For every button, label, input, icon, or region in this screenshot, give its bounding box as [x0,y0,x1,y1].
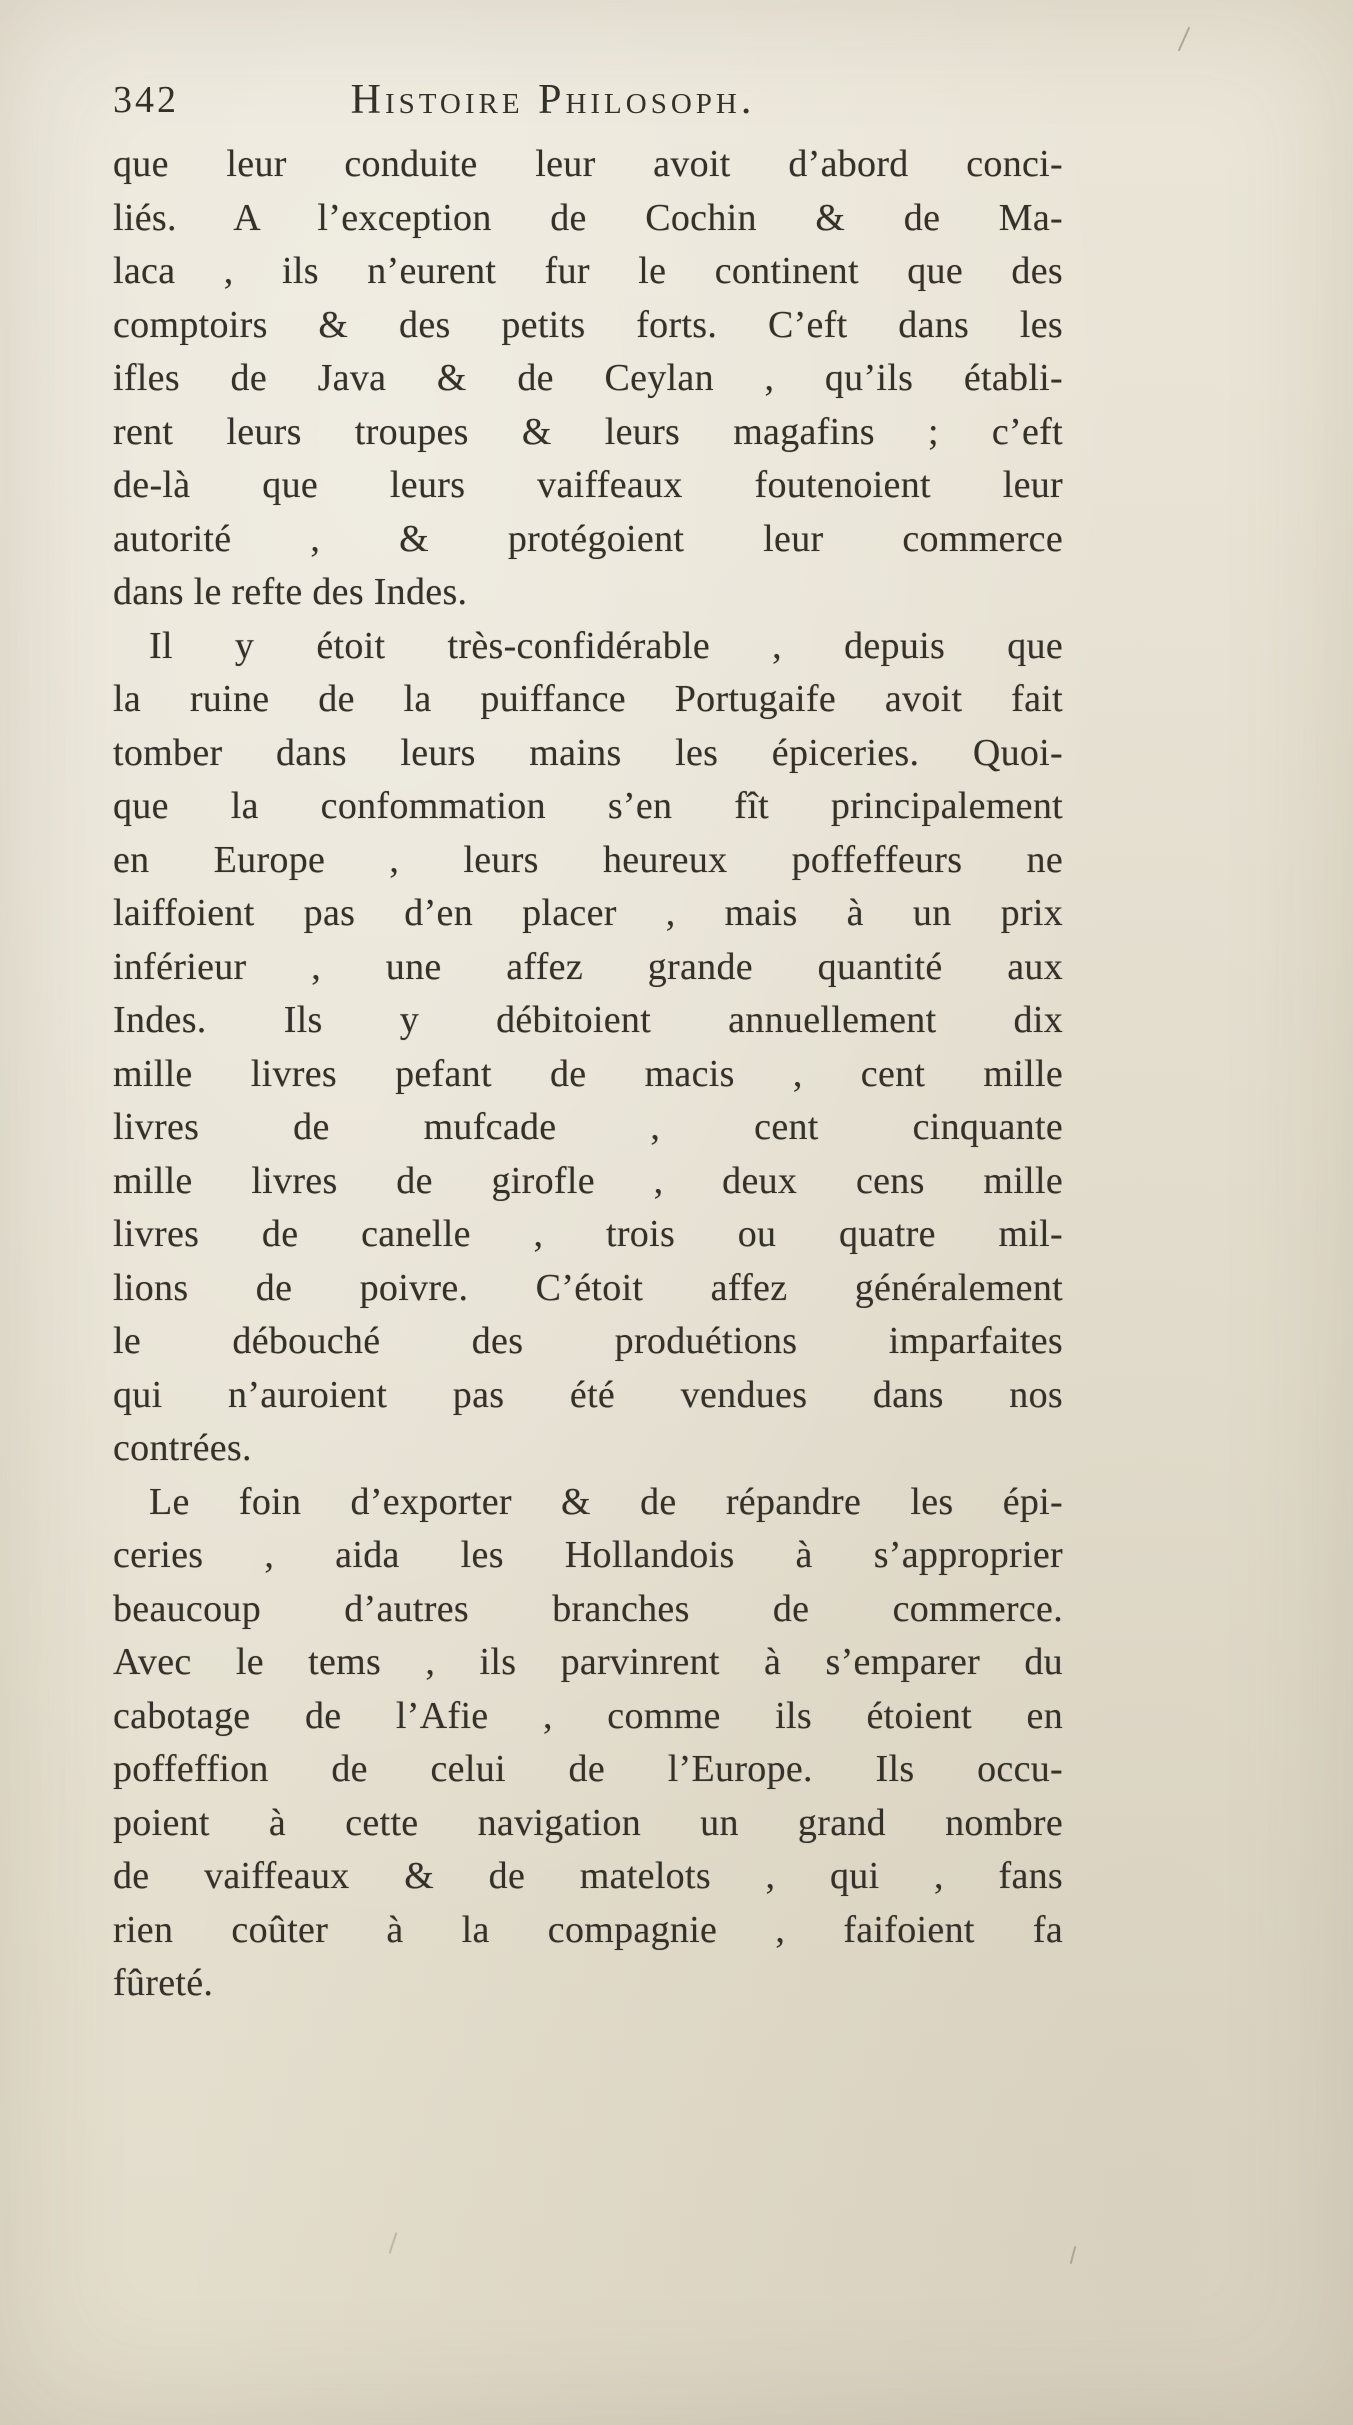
text-line: fûreté. [113,1962,214,2004]
text-line: contrées. [113,1427,252,1469]
text-line: dans le refte des Indes. [113,571,468,613]
page-number: 342 [113,79,179,121]
stray-ink-mark [1178,27,1190,52]
text-line: livres de mufcade , cent cinquante [113,1106,1063,1148]
text-line: le débouché des produétions imparfaites [113,1320,1063,1362]
text-line: que leur conduite leur avoit d’abord conci- [113,143,1063,185]
text-line: ifles de Java & de Ceylan , qu’ils établi- [113,357,1063,399]
text-line: poient à cette navigation un grand nombre [113,1801,1063,1844]
text-line: que la confommation s’en fît principalement [113,785,1063,827]
text-line: laiffoient pas d’en placer , mais à un prix [113,892,1063,934]
text-line: mille livres de girofle , deux cens mille [113,1159,1063,1202]
text-line: rent leurs troupes & leurs magafins ; c’eft [113,410,1063,453]
text-line: de vaiffeaux & de matelots , qui , fans [113,1855,1063,1897]
text-line: en Europe , leurs heureux poffeffeurs ne [113,838,1063,881]
text-line: lions de poivre. C’étoit affez généralement [113,1266,1063,1309]
text-line: autorité , & protégoient leur commerce [113,517,1063,560]
text-line: livres de canelle , trois ou quatre mil- [113,1213,1063,1255]
text-line: rien coûter à la compagnie , faifoient fa [113,1908,1063,1951]
running-title: Histoire Philosoph. [350,77,756,123]
page-content [113,76,1063,2011]
text-line: la ruine de la puiffance Portugaife avoit fait [113,678,1063,720]
paragraph [113,620,1063,1476]
text-line: Avec le tems , ils parvinrent à s’emparer du [113,1641,1063,1683]
text-line: mille livres pefant de macis , cent mille [113,1052,1063,1095]
text-line: cabotage de l’Afie , comme ils étoient en [113,1694,1063,1737]
text-block [113,138,1063,2011]
page-header [113,76,1063,128]
text-line: tomber dans leurs mains les épiceries. Quoi- [113,731,1063,774]
text-line: liés. A l’exception de Cochin & de Ma- [113,196,1063,239]
text-line: laca , ils n’eurent fur le continent que des [113,250,1063,292]
text-line: qui n’auroient pas été vendues dans nos [113,1373,1063,1416]
paragraph [113,1476,1063,2011]
text-line: beaucoup d’autres branches de commerce. [113,1587,1063,1630]
text-line: Le foin d’exporter & de répandre les épi- [149,1480,1063,1523]
text-line: poffeffion de celui de l’Europe. Ils occu- [113,1748,1063,1790]
text-line: comptoirs & des petits forts. C’eft dans les [113,303,1063,346]
text-line: Indes. Ils y débitoient annuellement dix [113,999,1063,1041]
stray-ink-mark [1070,2246,1077,2264]
text-line: de-là que leurs vaiffeaux foutenoient leur [113,464,1063,506]
text-line: Il y étoit très-confidérable , depuis que [149,624,1063,667]
stray-ink-mark [389,2232,398,2254]
text-line: ceries , aida les Hollandois à s’approprier [113,1534,1063,1576]
text-line: inférieur , une affez grande quantité aux [113,945,1063,988]
paragraph [113,138,1063,620]
